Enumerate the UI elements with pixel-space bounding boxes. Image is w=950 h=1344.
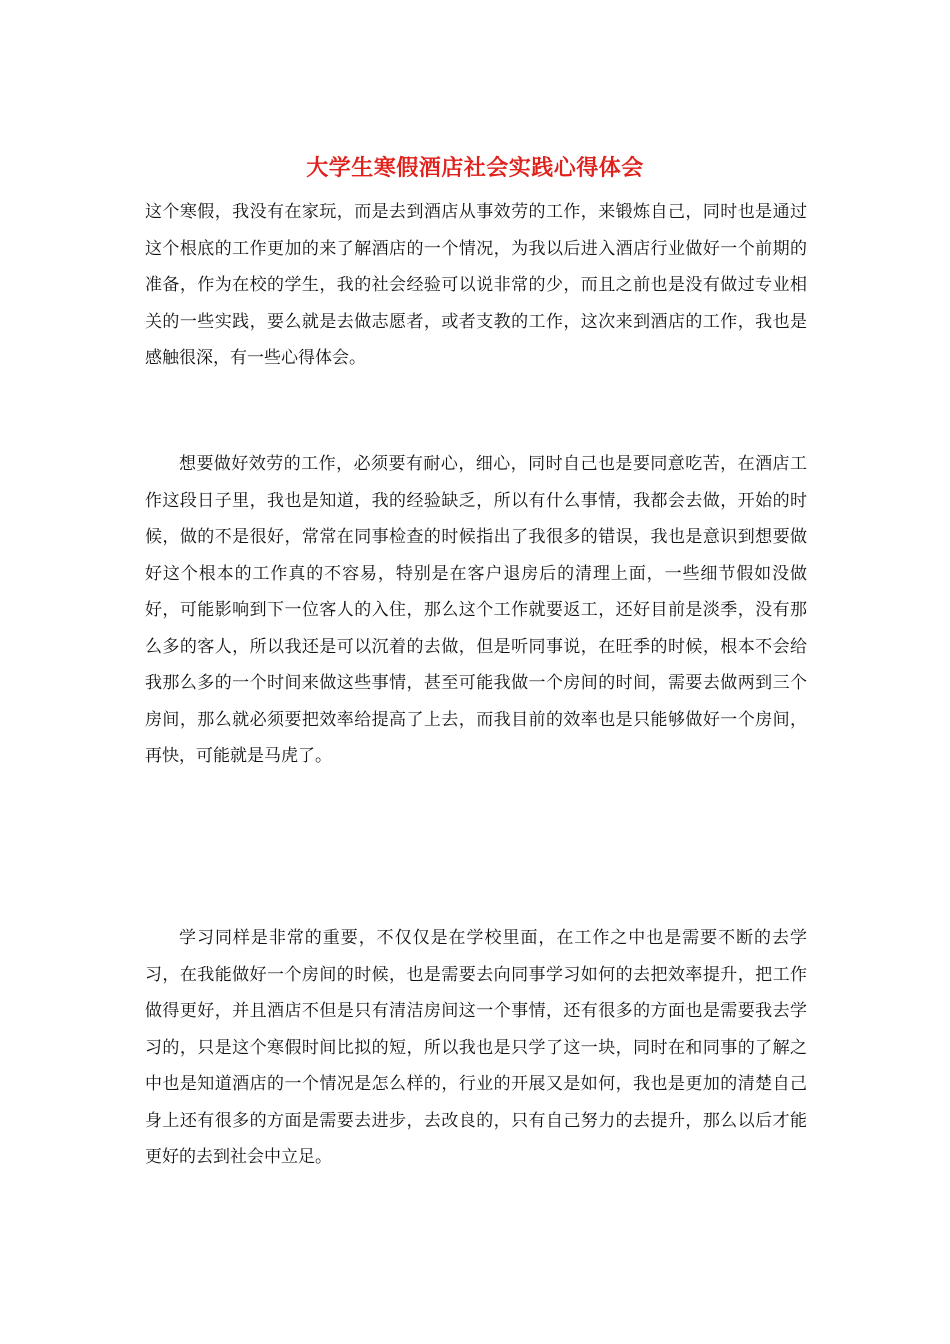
paragraph-2: 想要做好效劳的工作，必须要有耐心，细心，同时自己也是要同意吃苦，在酒店工作这段日子里，我也是知道，我的经验缺乏，所以有什么事情，我都会去做，开始的时候，做的不是很好，常常在同事检查的时候指出了我很多的错误，我也是意识到想要做好这个根本的工作真的不容易，特别是在客户退房后的清理上面，一些细节假如没做好，可能影响到下一位客人的入住，那么这个工作就要返工，还好目前是淡季，没有那么多的客人，所以我还是可以沉着的去做，但是听同事说，在旺季的时候，根本不会给我那么多的一个时间来做这些事情，甚至可能我做一个房间的时间，需要去做两到三个房间，那么就必须要把效率给提高了上去，而我目前的效率也是只能够做好一个房间，再快，可能就是马虎了。 [145,454,807,766]
paragraph-3: 学习同样是非常的重要，不仅仅是在学校里面，在工作之中也是需要不断的去学习，在我能做好一个房间的时候，也是需要去向同事学习如何的去把效率提升，把工作做得更好，并且酒店不但是只有清洁房间这一个事情，还有很多的方面也是需要我去学习的，只是这个寒假时间比拟的短，所以我也是只学了这一块，同时在和同事的了解之中也是知道酒店的一个情况是怎么样的，行业的开展又是如何，我也是更加的清楚自己身上还有很多的方面是需要去进步，去改良的，只有自己努力的去提升，那么以后才能更好的去到社会中立足。 [145,928,807,1167]
document-title: 大学生寒假酒店社会实践心得体会 [306,155,644,181]
paragraph-1: 这个寒假，我没有在家玩，而是去到酒店从事效劳的工作，来锻炼自己，同时也是通过这个根底的工作更加的来了解酒店的一个情况，为我以后进入酒店行业做好一个前期的准备，作为在校的学生，我的社会经验可以说非常的少，而且之前也是没有做过专业相关的一些实践，要么就是去做志愿者，或者支教的工作，这次来到酒店的工作，我也是感触很深，有一些心得体会。 [145,202,807,368]
